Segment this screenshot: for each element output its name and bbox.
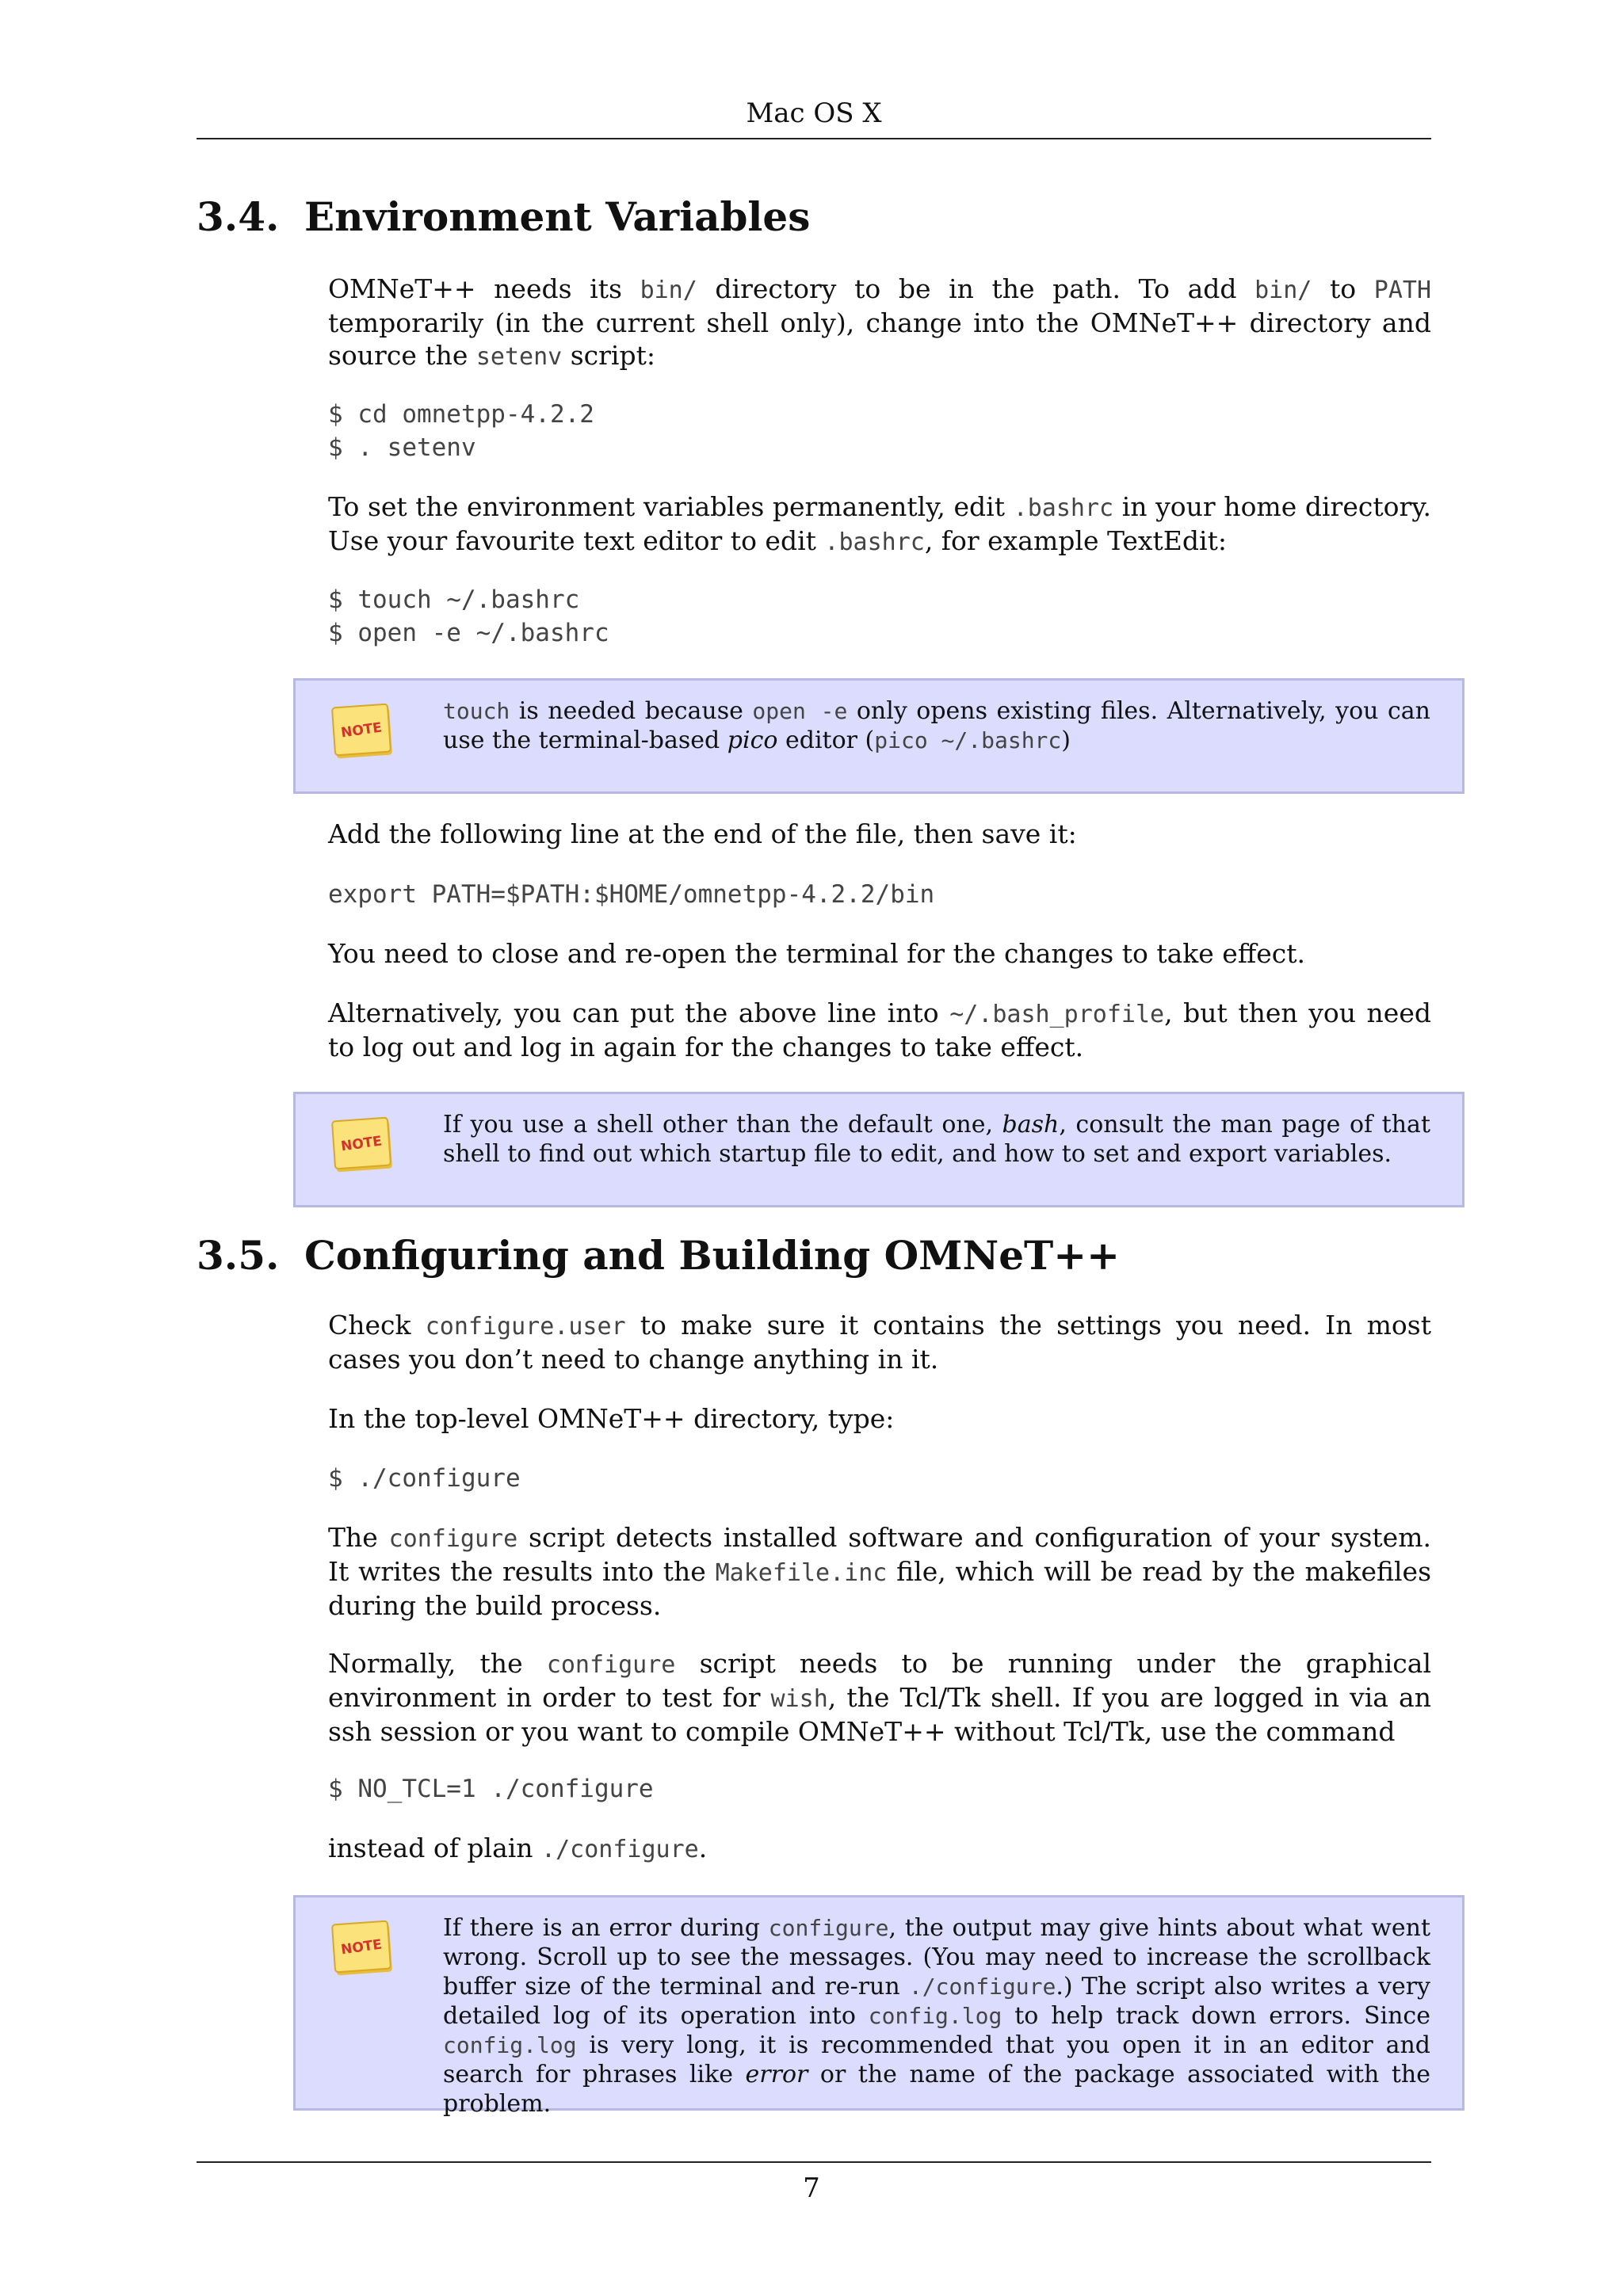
inline-code: bin/ (640, 277, 697, 304)
inline-code: .bashrc (1013, 494, 1114, 522)
paragraph-reopen-terminal: You need to close and re-open the terminal for the changes to take effect. (328, 938, 1306, 969)
inline-code: touch (443, 698, 510, 724)
inline-code: configure (546, 1651, 676, 1679)
paragraph-configure-script (328, 1521, 1431, 1622)
text: script needs to be running under the graphical environment in order to test for (328, 1648, 1431, 1713)
text: to make sure it contains the settings you need. In most cases you don’t need to change anything in it. (328, 1310, 1431, 1375)
text: . (698, 1833, 708, 1863)
text: Alternatively, you can put the above line into (328, 997, 950, 1028)
page-number: 7 (803, 2172, 820, 2204)
inline-code: open -e (752, 698, 848, 724)
inline-code: configure (388, 1525, 518, 1553)
text: , but then you need to log out and log in again for the changes to take effect. (328, 997, 1431, 1062)
inline-code: setenv (475, 343, 563, 371)
code-block-no-tcl: $ NO_TCL=1 ./configure (328, 1775, 654, 1803)
paragraph-configure-user (328, 1309, 1431, 1375)
emphasis: pico (727, 727, 778, 754)
paragraph-instead-of (328, 1832, 1431, 1866)
code-line: $ cd omnetpp-4.2.2 (328, 400, 594, 429)
section-heading-3-5 (197, 1232, 1120, 1280)
text: .) The script also writes a very detailed log of its operation into (443, 1973, 1430, 2030)
inline-code: config.log (868, 2003, 1002, 2029)
inline-code: ./configure (908, 1974, 1056, 2000)
inline-code: ~/.bash_profile (949, 1001, 1165, 1028)
inline-code: .bashrc (824, 528, 925, 556)
footer-rule (197, 2161, 1431, 2163)
text: is needed because (510, 697, 753, 725)
inline-code: PATH (1373, 277, 1432, 304)
sticky-note-icon (330, 1918, 395, 1980)
paragraph-top-level: In the top-level OMNeT++ directory, type: (328, 1403, 895, 1434)
text: script: (562, 340, 655, 371)
section-heading-3-4 (197, 193, 810, 241)
code-line: $ . setenv (328, 433, 476, 462)
note-icon-label: NOTE (340, 719, 384, 742)
paragraph-add-line: Add the following line at the end of the file, then save it: (328, 818, 1077, 849)
inline-code: config.log (443, 2032, 577, 2058)
section-title: Configuring and Building OMNeT++ (304, 1232, 1121, 1279)
emphasis: bash (1002, 1111, 1060, 1138)
sticky-note-icon (330, 1115, 395, 1177)
text: , for example TextEdit: (924, 525, 1227, 556)
running-header: Mac OS X (197, 93, 1431, 139)
text: instead of plain (328, 1833, 542, 1863)
text: , consult the man page of that shell to find out which startup file to edit, and how to set and export variables. (443, 1111, 1430, 1168)
sticky-note-icon (330, 701, 395, 763)
text: or the name of the package associated with the problem. (443, 2061, 1430, 2118)
inline-code: wish (770, 1685, 828, 1713)
inline-code: Makefile.inc (715, 1559, 888, 1587)
note-box-errors (293, 1895, 1465, 2118)
text: in your home directory. Use your favourite text editor to edit (328, 491, 1432, 556)
text: To set the environment variables permanently, edit (328, 491, 1014, 522)
code-line: $ touch ~/.bashrc (328, 585, 580, 614)
inline-code: ./configure (541, 1836, 699, 1863)
text: to help track down errors. Since (1002, 2002, 1430, 2030)
text: ) (1061, 727, 1071, 754)
emphasis: error (745, 2061, 808, 2088)
code-block-touch (328, 583, 1431, 650)
code-block-setenv (328, 398, 1431, 464)
inline-code: bin/ (1254, 277, 1312, 304)
note-text (443, 1110, 1430, 1169)
note-icon-label: NOTE (340, 1133, 384, 1155)
text: , the output may give hints about what went wrong. Scroll up to see the messages. (You may need to increase the scrollback buffer size of the terminal and re-run (443, 1914, 1430, 2000)
code-block-export: export PATH=$PATH:$HOME/omnetpp-4.2.2/bin (328, 880, 935, 909)
text: Normally, the (328, 1648, 547, 1679)
text: script detects installed software and configuration of your system. It writes the results into the (328, 1522, 1431, 1587)
text: file, which will be read by the makefiles during the build process. (328, 1556, 1432, 1621)
text: is very long, it is recommended that you open it in an editor and search for phrases like (443, 2031, 1430, 2088)
paragraph-bashrc (328, 490, 1431, 559)
inline-code: configure (768, 1915, 889, 1941)
text: only opens existing files. Alternatively, you can use the terminal-based (443, 697, 1430, 754)
section-number: 3.4. (197, 193, 280, 240)
text: editor ( (777, 727, 875, 754)
note-box-shell (293, 1092, 1465, 1207)
note-text (443, 1913, 1430, 2119)
inline-code: pico ~/.bashrc (874, 727, 1062, 753)
text: temporarily (in the current shell only), change into the OMNeT++ directory and source the (328, 307, 1431, 371)
text: If you use a shell other than the default one, (443, 1111, 1002, 1138)
code-line: $ open -e ~/.bashrc (328, 619, 609, 647)
text: If there is an error during (443, 1914, 769, 1942)
paragraph-bash-profile (328, 997, 1431, 1063)
note-text (443, 696, 1430, 755)
text: Check (328, 1310, 426, 1341)
code-block-configure: $ ./configure (328, 1464, 521, 1493)
inline-code: configure.user (425, 1313, 626, 1341)
section-number: 3.5. (197, 1232, 280, 1279)
text: The (328, 1522, 389, 1553)
note-icon-label: NOTE (340, 1936, 384, 1958)
text: directory to be in the path. To add (697, 273, 1255, 304)
text: OMNeT++ needs its (328, 273, 640, 304)
text: to (1312, 273, 1374, 304)
paragraph-path-intro (328, 273, 1431, 373)
note-box-touch (293, 678, 1465, 794)
text: , the Tcl/Tk shell. If you are logged in via an ssh session or you want to compile OMNeT++ without Tcl/Tk, use the command (328, 1682, 1431, 1747)
paragraph-graphical-env (328, 1647, 1431, 1748)
section-title: Environment Variables (304, 193, 811, 240)
